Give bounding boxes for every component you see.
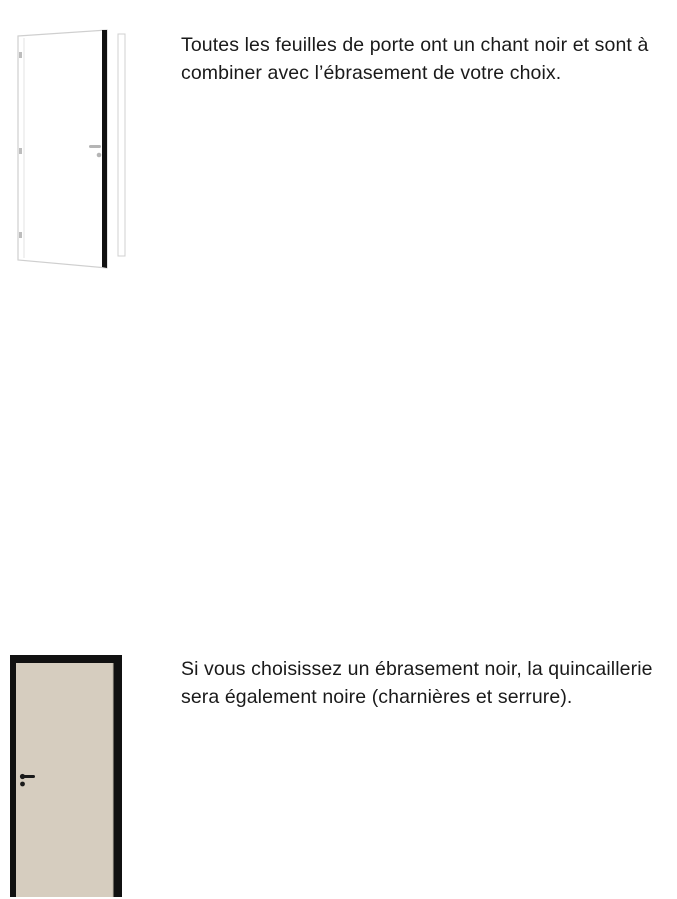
- door-info-section-2: [0, 320, 677, 708]
- door-leaf: [18, 30, 107, 268]
- hinge: [19, 232, 22, 238]
- beige-door-black-frame-icon: [8, 653, 124, 899]
- section-2-text: Si vous choisissez un ébrasement noir, la quincaillerie sera également noire (charnières et serrure).: [181, 658, 653, 708]
- door-info-section-1: [0, 0, 677, 290]
- door-lock: [20, 782, 25, 787]
- open-white-door-black-edge-icon: [10, 24, 135, 274]
- door-lock: [97, 153, 102, 158]
- door-black-edge: [102, 30, 107, 268]
- door-frame-jamb: [118, 34, 125, 256]
- hinge: [19, 52, 22, 58]
- section-1-text: Toutes les feuilles de porte ont un chant noir et sont à combiner avec l’ébrasement de votre choix.: [181, 34, 649, 84]
- hinge: [19, 148, 22, 154]
- door-handle: [89, 145, 101, 148]
- door-handle-rose: [20, 774, 25, 779]
- door-leaf-beige: [16, 663, 113, 897]
